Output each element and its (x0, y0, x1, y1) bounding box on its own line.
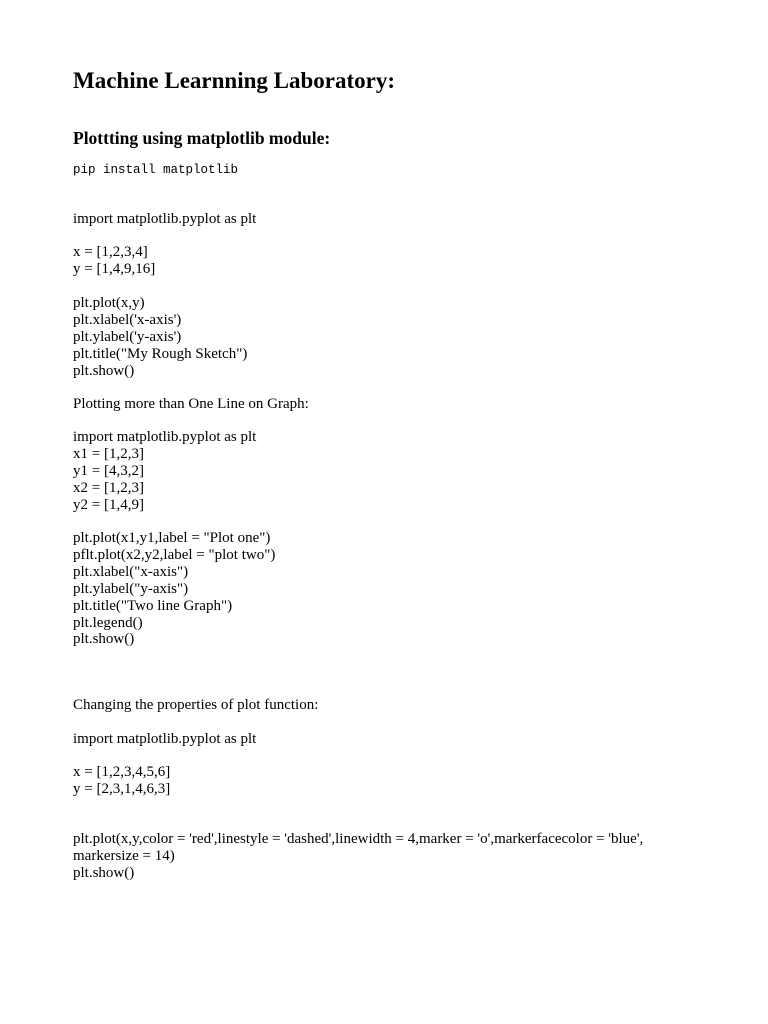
code-line: import matplotlib.pyplot as plt (73, 429, 257, 445)
section2-heading-block (73, 396, 703, 413)
code-line: y = [1,4,9,16] (73, 260, 156, 277)
code-line: x = [1,2,3,4] (73, 244, 148, 260)
section2-code-block (73, 530, 703, 648)
code-line: plt.ylabel('y-axis') (73, 328, 182, 345)
code-line: y = [2,3,1,4,6,3] (73, 780, 171, 797)
code-line: plt.xlabel("x-axis") (73, 563, 189, 580)
section3-data-block (73, 764, 703, 798)
section3-code-block (73, 831, 673, 882)
section1-import-block (73, 211, 703, 228)
section-heading: Changing the properties of plot function: (73, 697, 319, 713)
code-line: plt.plot(x,y) (73, 295, 145, 311)
section3-import-block (73, 731, 703, 748)
section3-heading-block (73, 697, 703, 714)
code-line: y1 = [4,3,2] (73, 462, 144, 479)
install-command: pip install matplotlib (73, 163, 239, 177)
page-title: Machine Learnning Laboratory: (73, 68, 395, 93)
code-line: y2 = [1,4,9] (73, 496, 144, 513)
code-line: plt.ylabel("y-axis") (73, 580, 189, 597)
code-line: import matplotlib.pyplot as plt (73, 731, 257, 747)
code-line: x1 = [1,2,3] (73, 445, 144, 462)
code-line: plt.plot(x,y,color = 'red',linestyle = 'dashed',linewidth = 4,marker = 'o',markerfacecolor = 'blue', markersize = 14) (73, 831, 644, 864)
section2-data-block (73, 429, 703, 514)
code-line: plt.title("My Rough Sketch") (73, 345, 248, 362)
code-line: plt.title("Two line Graph") (73, 597, 233, 614)
code-line: x2 = [1,2,3] (73, 479, 144, 496)
section1-code-block (73, 295, 703, 380)
code-line: plt.show() (73, 631, 135, 648)
code-line: x = [1,2,3,4,5,6] (73, 764, 171, 780)
section-heading: Plotting more than One Line on Graph: (73, 396, 309, 412)
section1-data-block (73, 244, 703, 278)
code-line: import matplotlib.pyplot as plt (73, 211, 257, 227)
code-line: plt.show() (73, 362, 135, 379)
code-line: pflt.plot(x2,y2,label = "plot two") (73, 546, 276, 563)
code-line: plt.show() (73, 864, 135, 881)
section-subtitle: Plottting using matplotlib module: (73, 128, 331, 148)
code-line: plt.legend() (73, 614, 143, 631)
code-line: plt.xlabel('x-axis') (73, 311, 182, 328)
code-line: plt.plot(x1,y1,label = "Plot one") (73, 530, 271, 546)
